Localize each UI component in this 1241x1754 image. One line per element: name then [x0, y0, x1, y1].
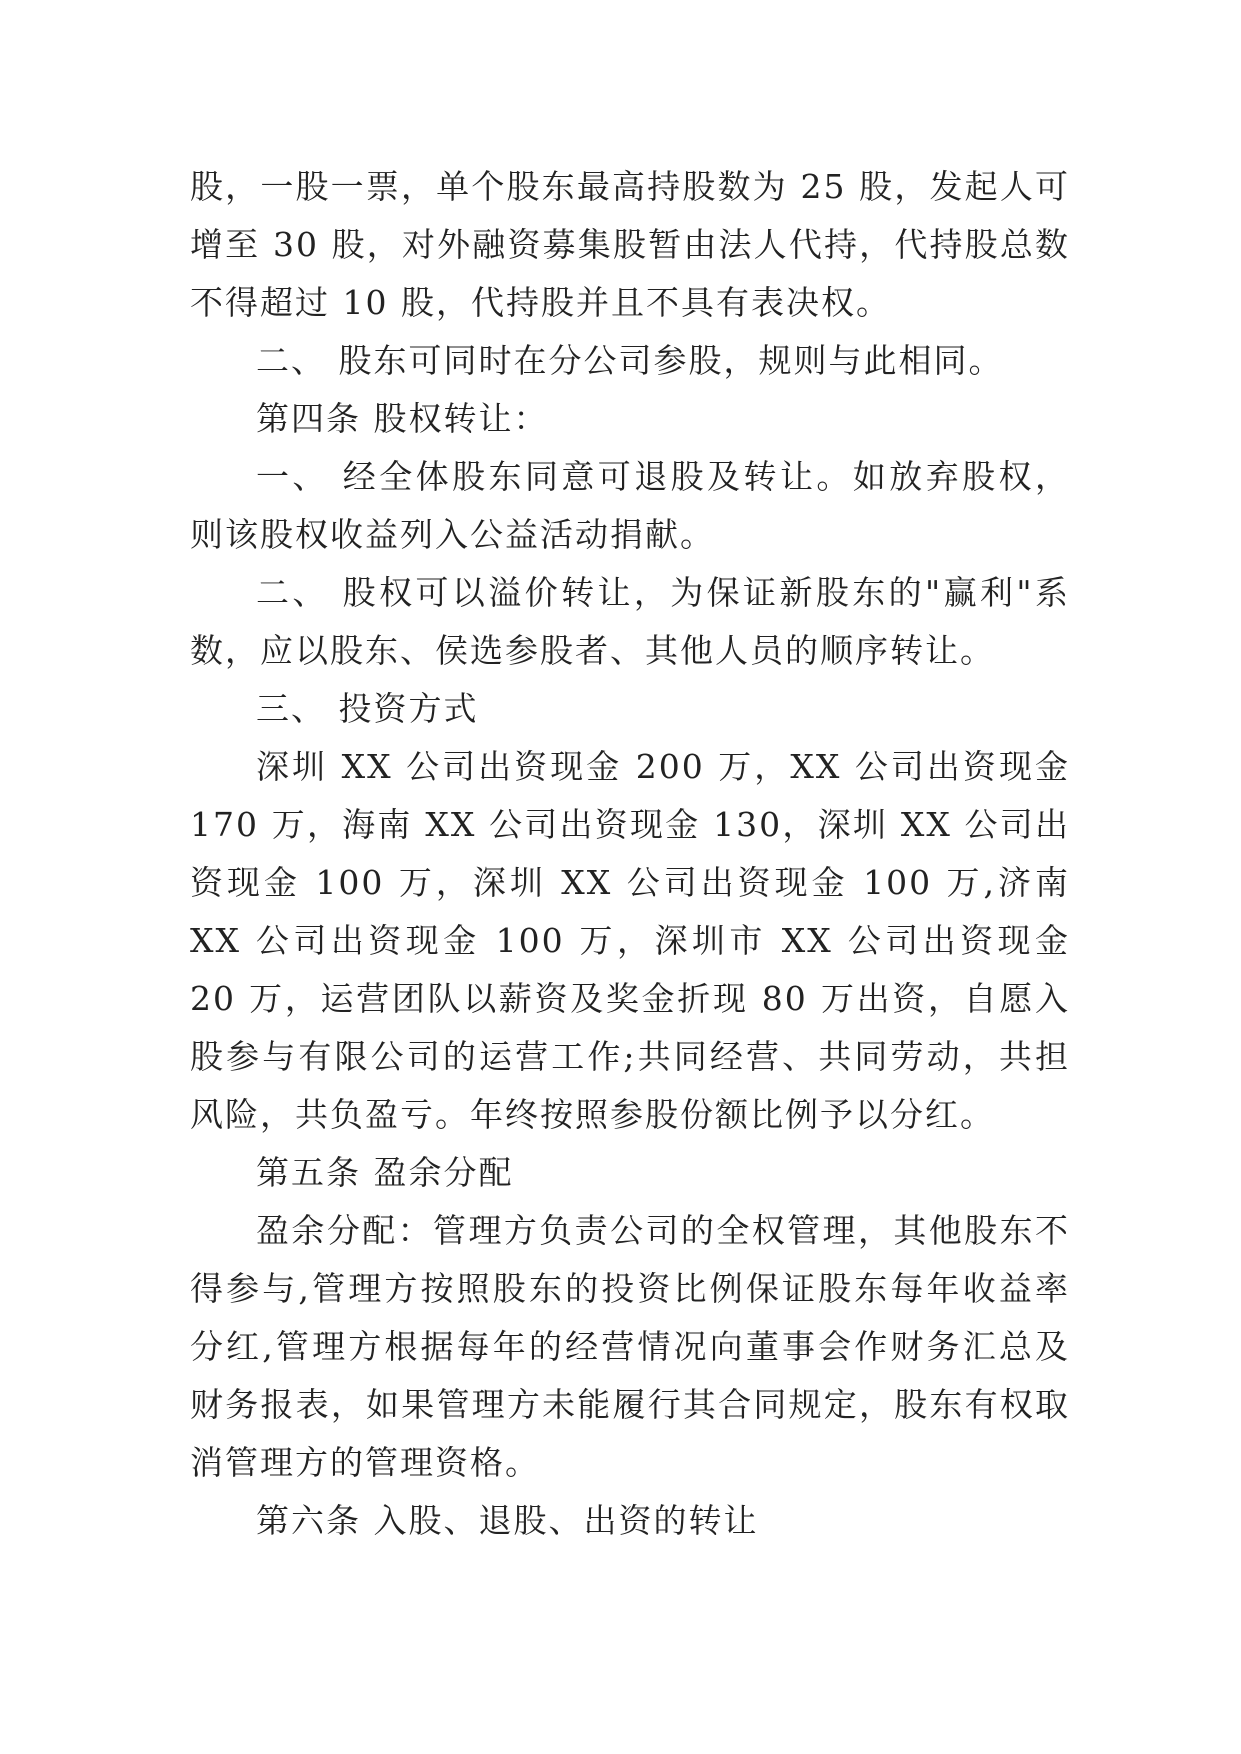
paragraph-branch-shares: 二、 股东可同时在分公司参股，规则与此相同。 — [256, 341, 1004, 380]
paragraph-premium-transfer: 二、 股权可以溢价转让，为保证新股东的"赢利"系数，应以股东、侯选参股者、其他人员的顺序转让。 — [190, 573, 1070, 670]
heading-article-5: 第五条 盈余分配 — [256, 1153, 514, 1192]
paragraph-investment-details: 深圳 XX 公司出资现金 200 万，XX 公司出资现金 170 万，海南 XX 公司出资现金 130，深圳 XX 公司出资现金 100 万，深圳 XX 公司出资现金 100 万,济南 XX 公司出资现金 100 万，深圳市 XX 公司出资现金 20 万，运营团队以薪资及奖金折现 80 万出资，自愿入股参与有限公司的运营工作;共同经营、共同劳动，共担风险，共负盈亏。年终按照参股份额比例予以分红。 — [190, 747, 1070, 1134]
heading-investment-method: 三、 投资方式 — [256, 689, 479, 728]
heading-article-6: 第六条 入股、退股、出资的转让 — [256, 1501, 759, 1540]
paragraph-profit-distribution: 盈余分配：管理方负责公司的全权管理，其他股东不得参与,管理方按照股东的投资比例保证股东每年收益率分红,管理方根据每年的经营情况向董事会作财务汇总及财务报表，如果管理方未能履行其合同规定，股东有权取消管理方的管理资格。 — [190, 1211, 1070, 1482]
paragraph-withdrawal: 一、 经全体股东同意可退股及转让。如放弃股权，则该股权收益列入公益活动捐献。 — [190, 457, 1070, 554]
document-body — [190, 158, 1070, 1550]
heading-article-4: 第四条 股权转让： — [256, 399, 549, 438]
paragraph-share-limits: 股，一股一票，单个股东最高持股数为 25 股，发起人可增至 30 股，对外融资募集股暂由法人代持，代持股总数不得超过 10 股，代持股并且不具有表决权。 — [190, 167, 1070, 322]
